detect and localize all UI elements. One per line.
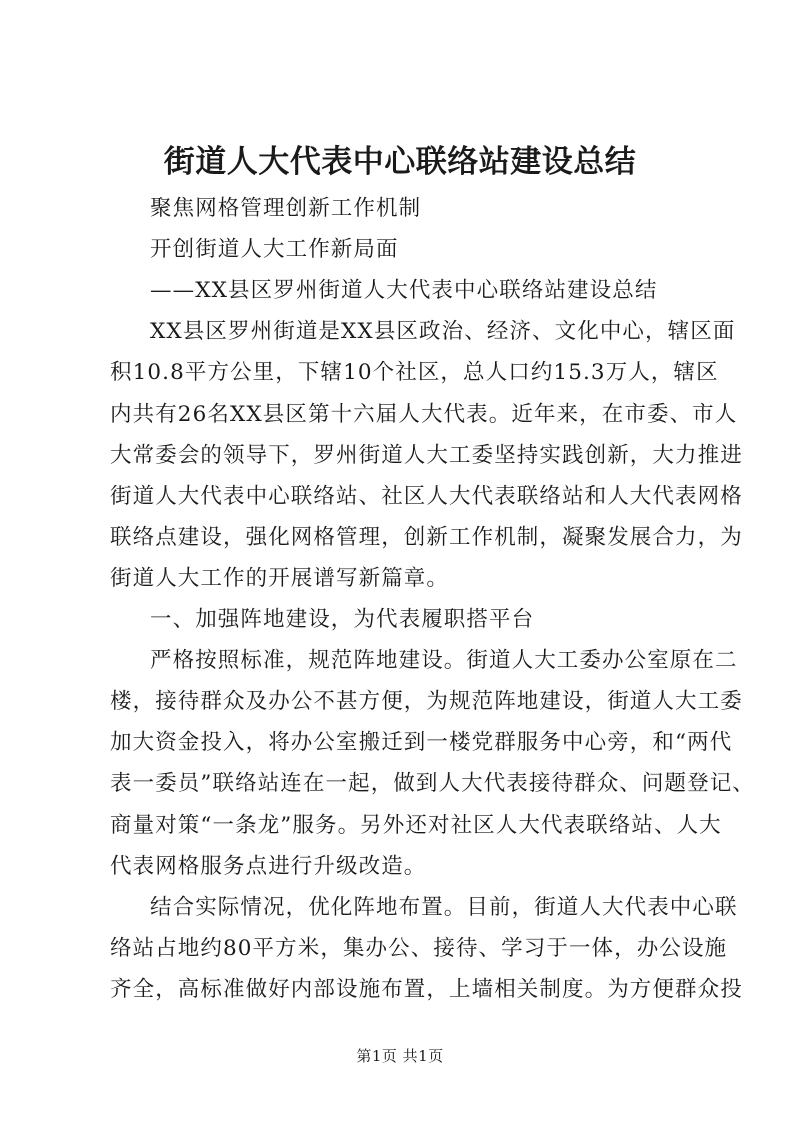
paragraph-line: 街道人大代表中心联络站、社区人大代表联络站和人大代表网格	[110, 484, 743, 509]
page-footer: 第1页 共1页	[356, 1047, 444, 1065]
paragraph-line: 代表网格服务点进行升级改造。	[110, 854, 427, 879]
paragraph-line: 联络点建设，强化网格管理，创新工作机制，凝聚发展合力，为	[110, 525, 743, 550]
paragraph-line: 内共有26名XX县区第十六届人大代表。近年来，在市委、市人	[110, 402, 738, 427]
subtitle-line-2: 开创街道人大工作新局面	[150, 237, 399, 262]
paragraph-line: 商量对策“一条龙”服务。另外还对社区人大代表联络站、人大	[110, 813, 722, 838]
subtitle-line-3: ——XX县区罗州街道人大代表中心联络站建设总结	[150, 278, 658, 303]
subtitle-line-1: 聚焦网格管理创新工作机制	[150, 196, 422, 221]
paragraph-line: 络站占地约80平方米，集办公、接待、学习于一体，办公设施	[110, 936, 728, 961]
paragraph-line: 楼，接待群众及办公不甚方便，为规范阵地建设，街道人大工委	[110, 689, 743, 714]
paragraph-line: XX县区罗州街道是XX县区政治、经济、文化中心，辖区面	[150, 319, 736, 344]
document-title: 街道人大代表中心联络站建设总结	[163, 144, 637, 180]
paragraph-line: 加大资金投入，将办公室搬迁到一楼党群服务中心旁，和“两代	[110, 730, 733, 755]
paragraph-line: 积10.8平方公里，下辖10个社区，总人口约15.3万人，辖区	[110, 360, 719, 385]
paragraph-line: 大常委会的领导下，罗州街道人大工委坚持实践创新，大力推进	[110, 443, 743, 468]
paragraph-line: 齐全，高标准做好内部设施布置，上墙相关制度。为方便群众投	[110, 977, 743, 1002]
paragraph-line: 严格按照标准，规范阵地建设。街道人大工委办公室原在二	[150, 648, 738, 673]
section-heading-1: 一、加强阵地建设，为代表履职搭平台	[150, 607, 535, 632]
paragraph-line: 表一委员”联络站连在一起，做到人大代表接待群众、问题登记、	[110, 771, 755, 796]
paragraph-line: 结合实际情况，优化阵地布置。目前，街道人大代表中心联	[150, 895, 738, 920]
paragraph-line: 街道人大工作的开展谱写新篇章。	[110, 566, 450, 591]
